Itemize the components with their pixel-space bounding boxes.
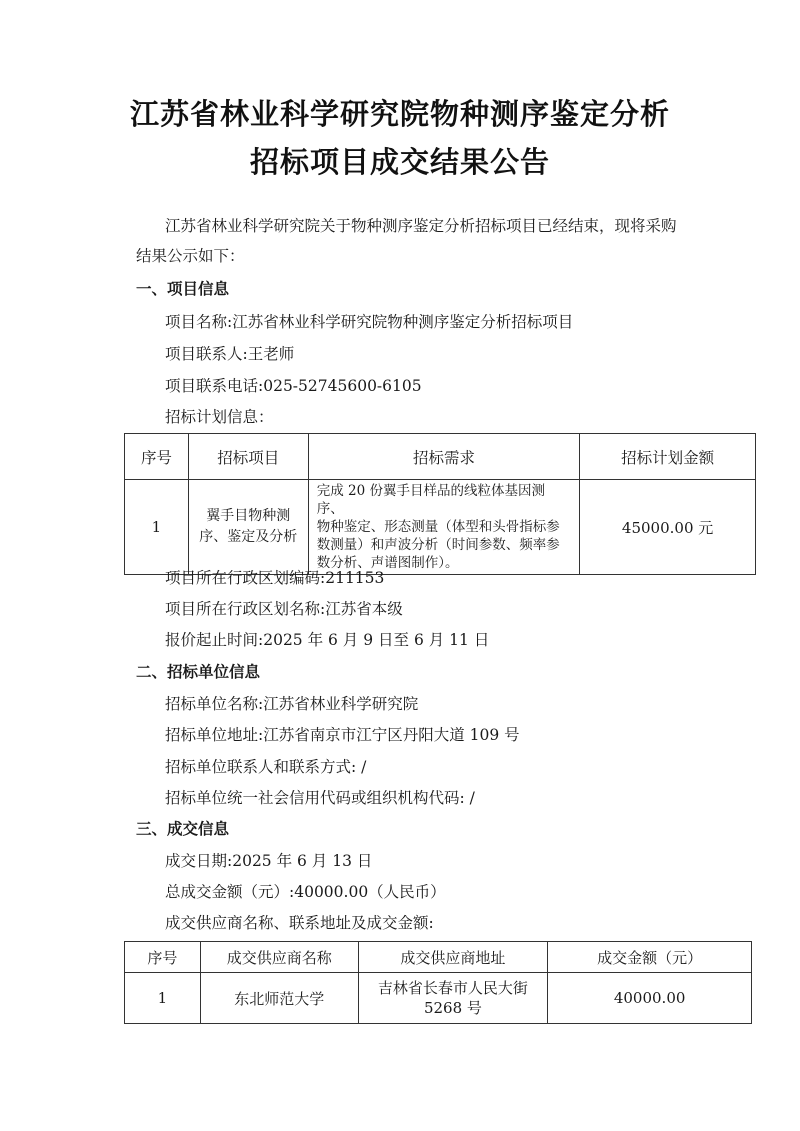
- plan-cell-item: [188, 480, 308, 575]
- title-line-1: 江苏省林业科学研究院物种测序鉴定分析: [129, 97, 670, 131]
- plan-header-amount: 招标计划金额: [580, 434, 756, 480]
- deal-cell-supplier: 东北师范大学: [200, 973, 358, 1024]
- deal-cell-no: 1: [125, 973, 201, 1024]
- plan-table: [124, 433, 756, 575]
- title-line-2: 招标项目成交结果公告: [249, 145, 550, 179]
- plan-label: 招标计划信息：: [165, 408, 274, 426]
- plan-header-requirement: 招标需求: [308, 434, 579, 480]
- deal-header-no: 序号: [125, 942, 201, 973]
- plan-item-line-2: 序、鉴定及分析: [199, 529, 298, 545]
- plan-table-header-row: [125, 434, 756, 480]
- deal-total: 总成交金额（元）:40000.00（人民币）: [165, 883, 446, 901]
- unit-contact: 招标单位联系人和联系方式: /: [165, 758, 367, 776]
- quote-time: 报价起止时间:2025 年 6 月 9 日至 6 月 11 日: [165, 631, 490, 649]
- deal-date: 成交日期:2025 年 6 月 13 日: [165, 852, 373, 870]
- unit-name: 招标单位名称:江苏省林业科学研究院: [165, 695, 419, 713]
- deal-header-address: 成交供应商地址: [358, 942, 548, 973]
- plan-req-line-3: 数测量）和声波分析（时间参数、频率参: [316, 537, 560, 553]
- table-row: [125, 480, 756, 575]
- plan-cell-amount: 45000.00 元: [580, 480, 756, 575]
- project-contact: 项目联系人:王老师: [165, 345, 295, 363]
- plan-cell-no: 1: [125, 480, 189, 575]
- section1-heading: 一、项目信息: [136, 279, 230, 298]
- deal-table-header-row: [125, 942, 752, 973]
- region-code: 项目所在行政区划编码:211153: [165, 569, 385, 587]
- deal-addr-line-1: 吉林省长春市人民大街: [377, 979, 528, 997]
- plan-req-line-1: 完成 20 份翼手目样品的线粒体基因测序、: [316, 483, 545, 517]
- plan-req-line-4: 数分析、声谱图制作）。: [316, 555, 459, 571]
- region-name: 项目所在行政区划名称:江苏省本级: [165, 600, 403, 618]
- unit-code: 招标单位统一社会信用代码或组织机构代码: /: [165, 789, 475, 807]
- plan-item-line-1: 翼手目物种测: [206, 508, 291, 524]
- project-name: 项目名称:江苏省林业科学研究院物种测序鉴定分析招标项目: [165, 313, 574, 331]
- plan-header-no: 序号: [125, 434, 189, 480]
- table-row: [125, 973, 752, 1024]
- deal-addr-line-2: 5268 号: [423, 999, 482, 1017]
- deal-header-supplier: 成交供应商名称: [200, 942, 358, 973]
- unit-address: 招标单位地址:江苏省南京市江宁区丹阳大道 109 号: [165, 726, 520, 744]
- plan-header-item: 招标项目: [188, 434, 308, 480]
- intro-line-2: 结果公示如下：: [136, 247, 245, 265]
- intro-line-1: 江苏省林业科学研究院关于物种测序鉴定分析招标项目已经结束，现将采购: [165, 217, 677, 235]
- section2-heading: 二、招标单位信息: [136, 662, 261, 681]
- plan-cell-requirement: [308, 480, 579, 575]
- supplier-label: 成交供应商名称、联系地址及成交金额:: [165, 914, 434, 932]
- deal-cell-amount: 40000.00: [548, 973, 752, 1024]
- deal-table: [124, 941, 752, 1024]
- plan-req-line-2: 物种鉴定、形态测量（体型和头骨指标参: [316, 519, 560, 535]
- section3-heading: 三、成交信息: [136, 819, 230, 838]
- deal-header-amount: 成交金额（元）: [548, 942, 752, 973]
- project-phone: 项目联系电话:025-52745600-6105: [165, 377, 422, 395]
- deal-cell-address: [358, 973, 548, 1024]
